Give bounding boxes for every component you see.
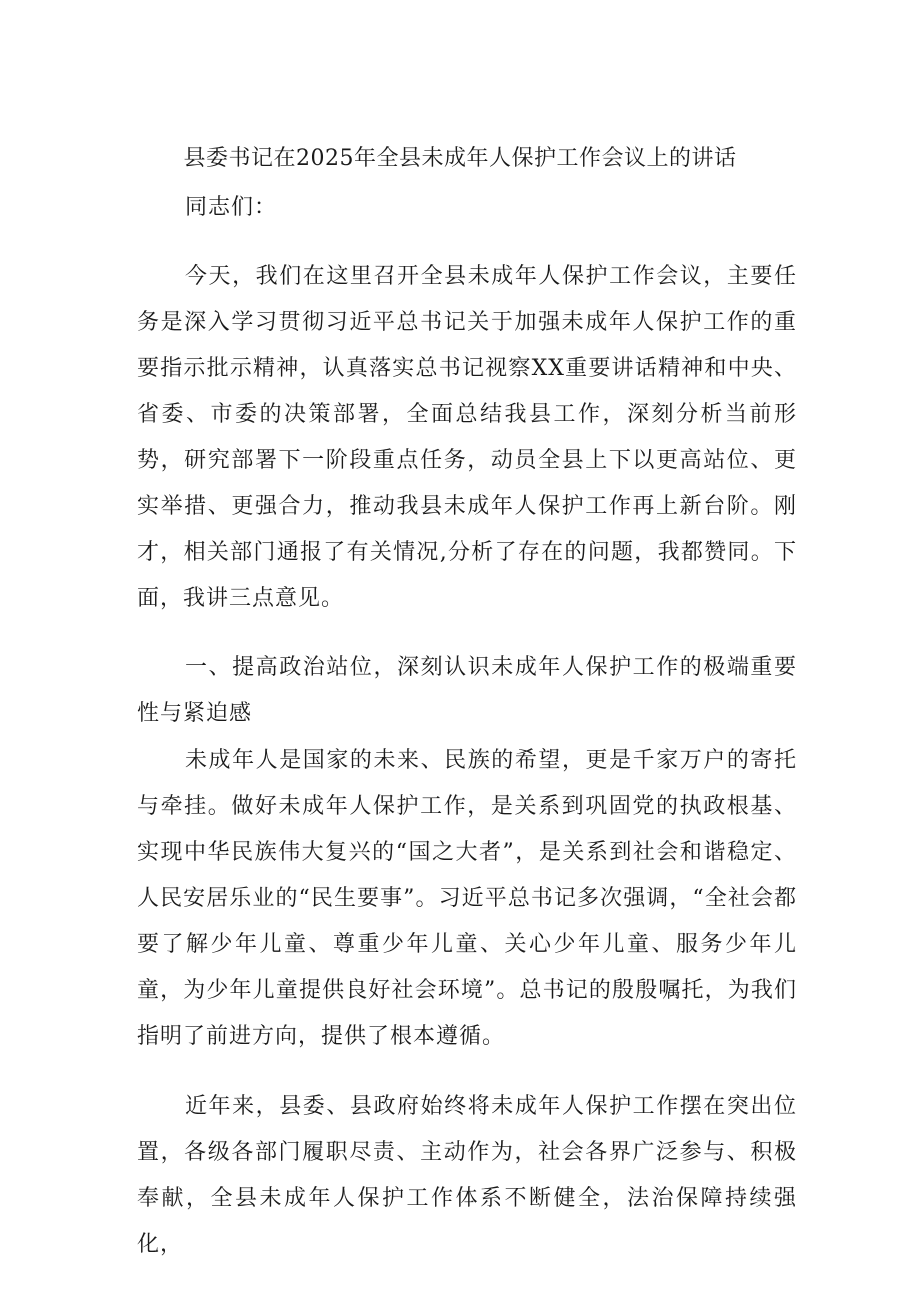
paragraph-opening: 今天，我们在这里召开全县未成年人保护工作会议，主要任务是深入学习贯彻习近平总书记关于加强未成年人保护工作的重要指示批示精神，认真落实总书记视察XX重要讲话精神和中央、省委、市委的决策部署，全面总结我县工作，深刻分析当前形势，研究部署下一阶段重点任务，动员全县上下以更高站位、更实举措、更强合力，推动我县未成年人保护工作再上新台阶。刚才，相关部门通报了有关情况,分析了存在的问题，我都赞同。下面，我讲三点意见。 <box>137 264 797 611</box>
paragraph-importance: 未成年人是国家的未来、民族的希望，更是千家万户的寄托与牵挂。做好未成年人保护工作，是关系到巩固党的执政根基、实现中华民族伟大复兴的“国之大者”，是关系到社会和谐稳定、人民安居乐业的“民生要事”。习近平总书记多次强调，“全社会都要了解少年儿童、尊重少年儿童、关心少年儿童、服务少年儿童，为少年儿童提供良好社会环境”。总书记的殷殷嘱托，为我们指明了前进方向，提供了根本遵循。 <box>137 748 797 1049</box>
document-title: 县委书记在2025年全县未成年人保护工作会议上的讲话 <box>183 146 737 171</box>
salutation: 同志们： <box>185 195 278 220</box>
paragraph-progress: 近年来，县委、县政府始终将未成年人保护工作摆在突出位置，各级各部门履职尽责、主动作为，社会各界广泛参与、积极奉献，全县未成年人保护工作体系不断健全，法治保障持续强化， <box>137 1094 797 1257</box>
section-heading-one: 一、提高政治站位，深刻认识未成年人保护工作的极端重要性与紧迫感 <box>137 655 797 726</box>
